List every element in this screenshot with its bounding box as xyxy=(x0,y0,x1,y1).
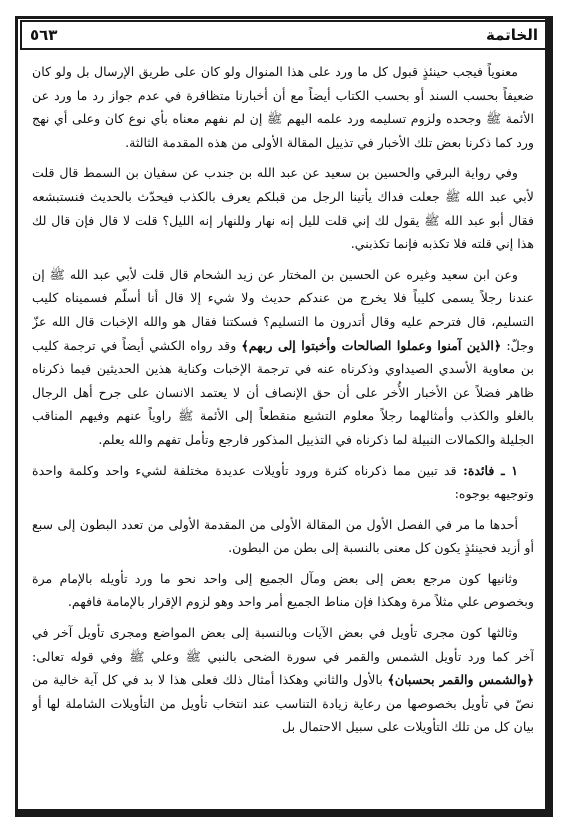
paragraph-text: قد تبين مما ذكرناه كثرة ورود تأويلات عديدة مختلفة لشيء واحد وكلمة واحدة وتوجيهه بوجوه: xyxy=(32,462,534,502)
page-number: ٥٦٣ xyxy=(30,26,58,44)
paragraph-text: وعن ابن سعيد وغيره عن الحسين بن المختار عن زيد الشحام قال قلت لأبي عبد الله ﷺ إن عندنا رجلاً يسمى كليباً فلا يخرج من عندكم حديث ولا شيء إلا قال أنا أسلّم فسميناه كليب التسليم، قال فترحم عليه وقال أتدرون ما التسليم؟ فسكتنا فقال هو والله الإخبات قال الله عزّ وجلّ: xyxy=(32,266,534,353)
quran-quote: ﴿والشمس والقمر بحسبان﴾ xyxy=(387,672,534,688)
section-label: ١ ـ فائدة: xyxy=(456,462,518,478)
paragraph xyxy=(32,263,534,452)
chapter-title: الخاتمة xyxy=(485,26,538,44)
paragraph-text: وقد رواه الكشي أيضاً في ترجمة كليب بن معاوية الأسدي الصيداوي وذكرناه عنه في ترجمة الإخبات وكناية هذين الحديثين فيما ذكرناه ظاهر فضلاً عن الأخبار الأُخر على أن حق الإنصاف أن لا يعتمد الانسان على جرح أهل الرجال بالغلو والكذب وأمثالهما رجلاً معلوم التشيع منقطعاً إلى الأئمة ﷺ راوياً عنهم وفيهم المناقب الجليلة والكمالات النبيلة لما ذكرناه في التذييل المذكور فارجع وتأمل تفهم والله يعلم. xyxy=(32,337,534,447)
paragraph xyxy=(32,621,534,739)
paragraph xyxy=(32,60,534,154)
running-header xyxy=(20,20,548,50)
paragraph-text: بالأول والثاني وهكذا أمثال ذلك فعلى هذا لا بد في كل آية خالية من نصّ في تأويل بخصوصها من رعاية زيادة التناسب عند انتخاب تأويل من التأويلات الشاملة لها أو بيان كل من تلك التأويلات على سبيل الاحتمال بل xyxy=(32,672,534,735)
quran-quote: ﴿الذين آمنوا وعملوا الصالحات وأخبتوا إلى ربهم﴾ xyxy=(241,337,502,353)
paragraph xyxy=(32,567,534,614)
paragraph-text: وثانيها كون مرجع بعض إلى بعض ومآل الجميع إلى واحد نحو ما ورد تأويله بالإمام مرة وبخصوص علي مثلاً مرة وهكذا فإن مناط الجميع أمر واحد وهو لزوم الإقرار بالإمامة فافهم. xyxy=(32,570,534,610)
paragraph-text: وفي رواية البرقي والحسين بن سعيد عن عبد الله بن جندب عن سفيان بن السمط قال قلت لأبي عبد الله ﷺ جعلت فداك يأتينا الرجل من قبلكم يعرف بالكذب فيحدّث بالحديث فنستبشعه فقال أبو عبد الله ﷺ يقول لك إني قلت لليل إنه نهار وللنهار إنه الليل؟ قلت لا قال فإن قال لك هذا إني قلته فلا تكذبه فإنما تكذبني. xyxy=(32,165,534,252)
paragraph-text: أحدها ما مر في الفصل الأول من المقالة الأولى من المقدمة الأولى من تعدد البطون إلى سبع أو أزيد فحينئذٍ يكون كل معنى بالنسبة إلى بطن من البطون. xyxy=(32,516,534,556)
paragraph xyxy=(32,459,534,506)
paragraph xyxy=(32,161,534,255)
page-body xyxy=(32,60,534,800)
paragraph xyxy=(32,513,534,560)
paragraph-text: معنوياً فيجب حينئذٍ قبول كل ما ورد على هذا المنوال ولو كان على طريق الإرسال بل ولو كان ضعيفاً بحسب السند أو بحسب الكتاب أيضاً مع أن أخبارنا متظافرة في عدم جواز رد ما ورد عن الأئمة ﷺ وجحده ولزوم تسليمه ورد علمه اليهم ﷺ إن لم نفهم معناه بأي نوع كان وعلى أي نهج ورد كما ذكرنا بعض تلك الأخبار في تذييل المقالة الأولى من هذه المقدمة الثالثة. xyxy=(32,64,534,150)
paragraph-text: وثالثها كون مجرى تأويل في بعض الآيات وبالنسبة إلى بعض المواضع ومجرى تأويل آخر في آخر كما ورد تأويل الشمس والقمر في سورة الضحى بالنبي ﷺ وعلي ﷺ وفي قوله تعالى: xyxy=(32,625,534,664)
